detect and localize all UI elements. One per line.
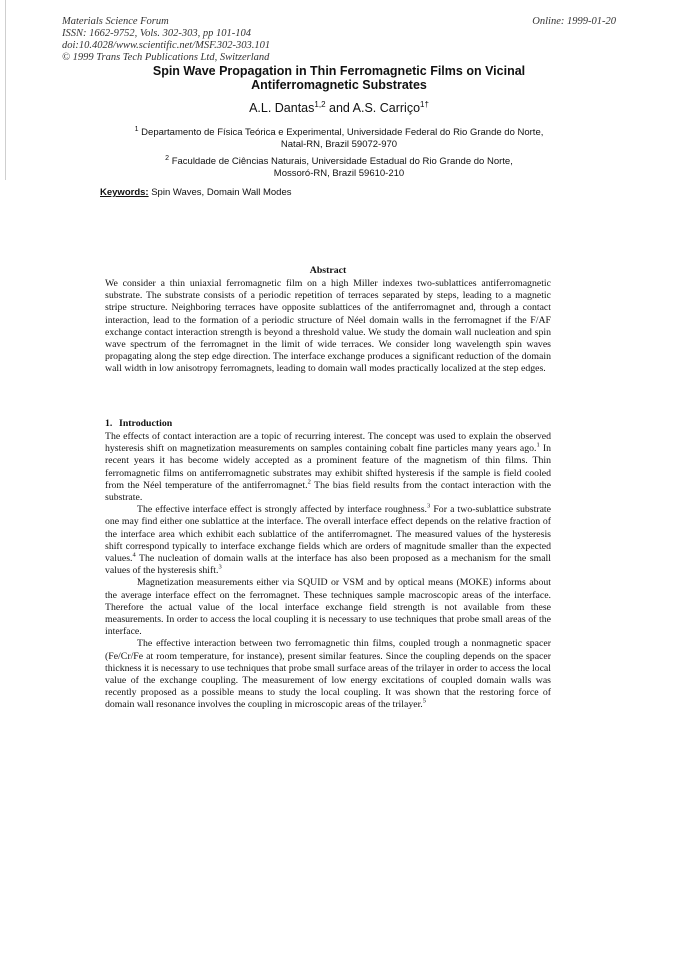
- copyright-line: © 1999 Trans Tech Publications Ltd, Switzerland: [62, 52, 270, 63]
- paragraph: Magnetization measurements either via SQUID or VSM and by optical means (MOKE) informs about the average interface effect on the ferromagnet. These techniques sample macroscopic areas of the interface. Therefore the actual value of the local interface exchange field strength is not available from these measurements. In order to access the local coupling it is necessary to use techniques that probe small areas of the interface.: [105, 577, 551, 638]
- online-date: Online: 1999-01-20: [532, 16, 616, 27]
- paragraph-text: The bias field results from the contact interaction with the substrate.: [105, 479, 552, 504]
- section-number: 1.: [105, 418, 113, 429]
- citation: 1: [536, 441, 540, 449]
- affiliation-1-line-1: Departamento de Física Teórica e Experimental, Universidade Federal do Rio Grande do Norte,: [141, 127, 544, 139]
- citation: 3: [426, 502, 431, 510]
- abstract-text: We consider a thin uniaxial ferromagnetic film on a high Miller indexes two-sublattices antiferromagnetic substrate. The substrate consists of a periodic repetition of terraces separated by steps, leading to a magnetic stripe structure. Neighboring terraces have opposite sublattices of the antiferromagnet and, through a contact interaction, lead to the formation of a periodic structure of Néel domain walls in the ferromagnet if the F/AF exchange contact interaction strength is beyond a threshold value. We study the domain wall nucleation and spin wave spectrum of the ferromagnet in the limit of wide terraces. We consider long wavelength spin waves propagating along the step edge direction. The interface exchange produces a significant reduction of the domain wall width in low anisotropy ferromagnets, leading to domain wall modes practically localized at the step edges.: [105, 278, 551, 375]
- author-1-affil: 1,2: [314, 100, 326, 109]
- author-2: A.S. Carriço: [352, 101, 421, 116]
- paragraph-text: The nucleation of domain walls at the interface has also been proposed as a mechanism for the small values of the hysteresis shift.: [105, 553, 551, 577]
- affiliation-1-mark: 1: [134, 126, 139, 133]
- citation: 3: [218, 563, 222, 571]
- citation: 2: [307, 478, 311, 486]
- affiliation-1: [100, 124, 578, 151]
- author-and: and: [325, 101, 353, 116]
- citation: 5: [422, 698, 427, 706]
- abstract-heading: Abstract: [309, 265, 347, 276]
- journal-name: Materials Science Forum: [62, 16, 169, 27]
- journal-header: [62, 16, 270, 64]
- paragraph-text: The effective interaction between two ferromagnetic thin films, coupled trough a nonmagnetic spacer (Fe/Cr/Fe at room temperature, for instance), present similar features. Since the coupling depends on the spacer thickness it is necessary to use techniques that probe small surface areas of the trilayer in order to access the local value of the exchange coupling. The measurement of low energy excitations of coupled domain walls was recently proposed as a possible means to study the local coupling. It was shown that the restoring force of domain wall resonance involves the coupling in microscopic areas of the trilayer.: [105, 638, 551, 711]
- affiliation-2: [100, 153, 578, 180]
- author-2-affil: 1†: [420, 100, 429, 109]
- introduction-body: [105, 431, 551, 712]
- paragraph-text: In recent years it has become widely accepted as a prominent feature of the magnetism of thin films. Thin ferromagnetic films on antiferromagnetic substrates may exhibit shifted hysteresis if the sample is field cooled from the Néel temperature of the antiferromagnet.: [105, 443, 551, 491]
- affiliation-2-line-1: Faculdade de Ciências Naturais, Universidade Estadual do Rio Grande do Norte,: [171, 156, 513, 168]
- title-line-2: Antiferromagnetic Substrates: [251, 78, 427, 92]
- keywords: [100, 187, 291, 198]
- paragraph: [105, 504, 551, 577]
- affiliation-2-mark: 2: [165, 155, 170, 162]
- author-list: [100, 100, 578, 115]
- affiliation-1-line-2: Natal-RN, Brazil 59072-970: [280, 139, 398, 151]
- paragraph: [105, 638, 551, 711]
- keywords-label: Keywords:: [100, 187, 149, 198]
- margin-line: [5, 0, 6, 180]
- paragraph-text: The effective interface effect is strongly affected by interface roughness.: [137, 504, 427, 516]
- issn-line: ISSN: 1662-9752, Vols. 302-303, pp 101-104: [62, 28, 251, 39]
- keywords-text: Spin Waves, Domain Wall Modes: [148, 187, 292, 198]
- paragraph: [105, 431, 551, 504]
- author-1: A.L. Dantas: [249, 101, 315, 116]
- doi-line: doi:10.4028/www.scientific.net/MSF.302-303.101: [62, 40, 271, 51]
- citation: 4: [132, 551, 136, 559]
- section-title: Introduction: [119, 418, 173, 429]
- paragraph-text: For a two-sublattice substrate one may find either one sublattice at the interface. The overall interface effect depends on the relative fraction of the interface area which exhibit each sublattice of the antiferromagnet. The measured values of the hysteresis shift correspond typically to interface exchange fields which are orders of magnitude smaller than the expected values.: [105, 504, 551, 565]
- paper-title: [100, 64, 578, 92]
- affiliation-2-line-2: Mossoró-RN, Brazil 59610-210: [273, 168, 405, 180]
- paragraph-text: The effects of contact interaction are a topic of recurring interest. The concept was used to explain the observed hysteresis shift on magnetization measurements on samples containing cobalt fine particles many years ago.: [105, 431, 551, 455]
- title-line-1: Spin Wave Propagation in Thin Ferromagnetic Films on Vicinal: [152, 64, 526, 78]
- section-heading: [105, 418, 172, 429]
